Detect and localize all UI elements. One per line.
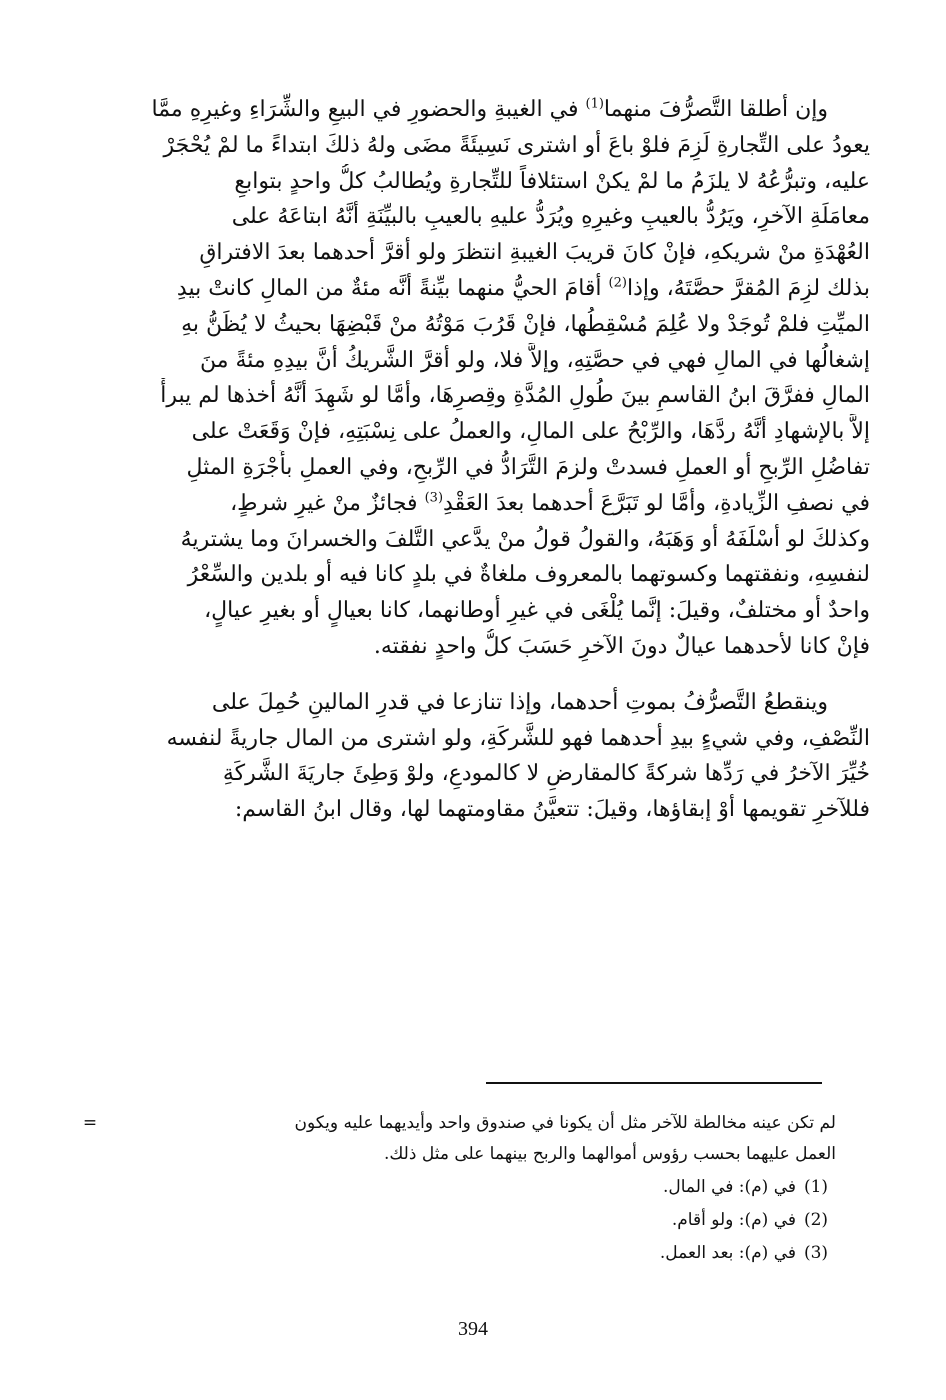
text-line: في نصفِ الزِّيادةِ، وأمَّا لو تَبَرَّعَ أحدهما بعدَ العَقْدِ$^{(3)}$ فجائزٌ منْ غيرِ شرطٍ، (230, 490, 870, 516)
text-line: عليه، وتبرُّعُهُ لا يلزَمُ ما لمْ يكنْ استئلافاً للتِّجارةِ ويُطالبُ كلُّ واحدٍ بتوابعِ (234, 168, 870, 194)
footnote-text: في (م): بعد العمل. (659, 1243, 796, 1263)
text-line: تفاضُلِ الرِّبحِ أو العملِ فسدتْ ولزمَ التَّرَادُّ في الرِّبحِ، وفي العملِ بأُجْرَةِ المثلِ (186, 454, 870, 480)
footnote-1 (76, 1172, 836, 1203)
text-line: لنفسِهِ، ونفقتهما وكسوتهما بالمعروف ملغاةٌ في بلدٍ كانا فيه أو بلدين والسِّعْرُ (187, 562, 870, 588)
footnote-number: (2) (803, 1210, 829, 1230)
footnote-2 (76, 1205, 836, 1236)
text-line: العُهْدَةِ منْ شريكهِ، فإنْ كانَ قريبَ الغيبةِ انتظرَ ولو أقرَّ أحدهما بعدَ الافتراقِ (199, 240, 870, 266)
footnote-continuation-line: لم تكن عينه مخالطة للآخر مثل أن يكونا في صندوق واحد وأيديهما عليه ويكون (294, 1113, 836, 1133)
text-line: وإن أطلقا التَّصرُّفَ منهما$^{(1)}$ في الغيبةِ والحضورِ في البيعِ والشِّرَاءِ وغيرِهِ ممَّا (151, 96, 828, 122)
footnote-ref-1[interactable]: (1) (585, 96, 604, 112)
footnotes (76, 1108, 836, 1269)
text-line: معامَلَةِ الآخرِ، ويَرُدُّ بالعيبِ وغيرِهِ ويُرَدُّ عليهِ بالعيبِ بالبيِّنَةِ أنَّهُ ابتاعَهُ على (231, 204, 870, 230)
text-line: بذلك لزِمَ المُقرَّ حصَّتَهُ، وإذا$^{(2)}$ أقامَ الحيُّ منهما بيِّنةً أنَّه مئةٌ من المالِ كانتْ بيدِ (176, 275, 870, 301)
main-text (76, 92, 870, 828)
text-line: واحدٌ أو مختلفٌ، وقيلَ: إنَّما يُلْغَى في غيرِ أوطانهما، كانا بعيالٍ أو بغيرِ عيالٍ، (204, 598, 870, 624)
text-line: إشغالُها في المالِ فهي في حصَّتِهِ، وإلاَّ فلا، ولو أقرَّ الشَّريكُ أنَّ بيدِهِ مئةً منَ (199, 347, 870, 373)
text-line: يعودُ على التِّجارةِ لَزِمَ فلوْ باعَ أو اشترى نَسِيئَةً مضَى ولهُ ذلكَ ابتداءً ما لمْ يُحْجَرْ (163, 132, 870, 158)
continuation-marker: = (82, 1113, 98, 1133)
text-line: وينقطعُ التَّصرُّفُ بموتِ أحدهما، وإذا تنازعا في قدرِ المالينِ حُمِلَ على (211, 689, 828, 715)
text-line: النِّصْفِ، وفي شيءٍ بيدِ أحدهما فهو للشَّركَةِ، ولو اشترى من المال جاريةً لنفسه (166, 725, 870, 751)
footnote-number: (3) (803, 1243, 829, 1263)
footnote-continuation-line: العمل عليهما بحسب رؤوس أموالهما والربح بينهما على مثل ذلك. (383, 1144, 836, 1164)
footnote-3 (76, 1238, 836, 1269)
text-line: الميِّتِ فلمْ تُوجَدْ ولا عُلِمَ مُسْقِطُها، فإنْ قَرُبَ مَوْتُهُ منْ قَبْضِهَا بحيثُ لا يُظَنُّ بهِ (181, 311, 870, 337)
footnote-number: (1) (803, 1177, 829, 1197)
paragraph-2 (76, 685, 870, 828)
page-number: 394 (458, 1318, 488, 1340)
footnote-continuation (76, 1108, 836, 1170)
footnote-text: في (م): في المال. (663, 1177, 796, 1197)
footnote-text: في (م): ولو أقام. (671, 1210, 796, 1230)
footnote-ref-2[interactable]: (2) (608, 275, 627, 291)
paragraph-1 (76, 92, 870, 665)
text-line: المالِ ففرَّقَ ابنُ القاسمِ بينَ طُولِ المُدَّةِ وقِصرِهَا، وأمَّا لو شَهِدَ أنَّهُ أخذها لم يبرأْ (160, 383, 870, 409)
text-line: خُيِّرَ الآخرُ في رَدِّها شركةً كالمقارضِ لا كالمودعِ، ولوْ وَطِئَ جاريَةَ الشَّركَةِ (222, 761, 870, 787)
text-line: وكذلكَ لو أسْلَفَهُ أو وَهَبَهُ، والقولُ قولُ منْ يدَّعي التَّلفَ والخسرانَ وما يشتريهُ (180, 526, 870, 552)
text-line: فإنْ كانا لأحدهما عيالٌ دونَ الآخرِ حَسَبَ كلُّ واحدٍ نفقته. (373, 633, 870, 659)
text-line: فللآخرِ تقويمها أوْ إبقاؤها، وقيلَ: تتعيَّنُ مقاومتهما لها، وقال ابنُ القاسم: (234, 797, 870, 823)
text-line: إلاَّ بالإشهادِ أنَّهُ ردَّهَا، والرِّبْحُ على المالِ، والعملُ على نِسْبَتِهِ، فإنْ وَقَعَتْ على (191, 419, 870, 445)
footnote-separator (486, 1082, 822, 1084)
footnote-ref-3[interactable]: (3) (424, 490, 444, 506)
